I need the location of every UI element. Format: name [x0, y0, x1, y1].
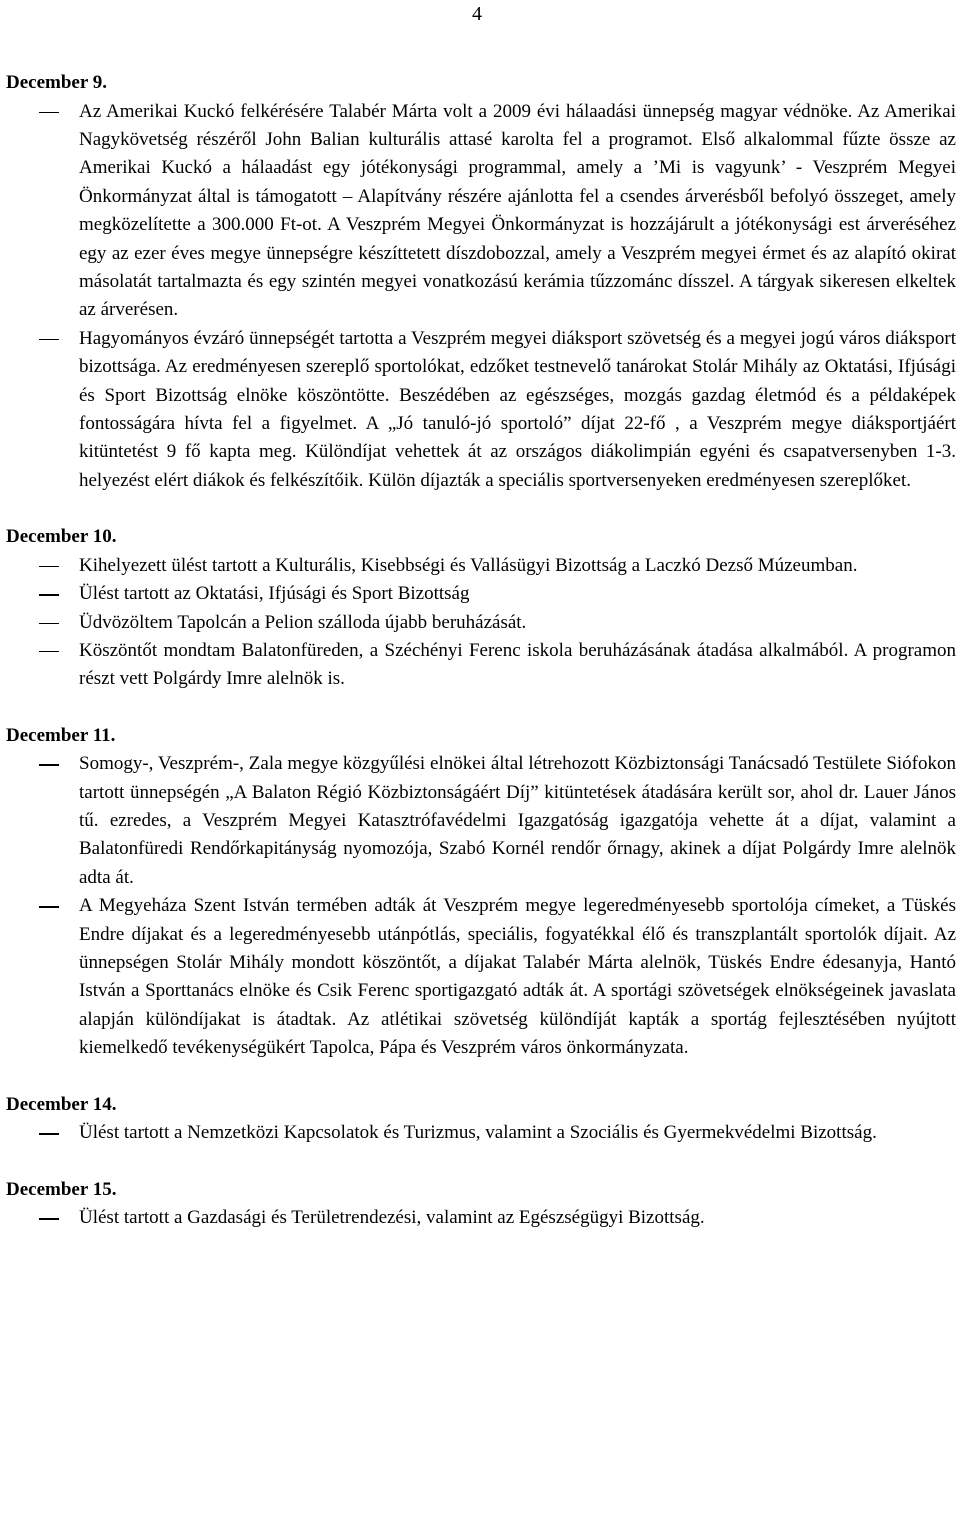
- date-heading: December 14.: [6, 1093, 117, 1115]
- event-item: [6, 609, 956, 637]
- dash-bullet-icon: [39, 764, 59, 766]
- event-text: Kihelyezett ülést tartott a Kulturális, Kisebbségi és Vallásügyi Bizottság a Laczkó Dezső Múzeumban.: [79, 554, 858, 576]
- dash-bullet-icon: [39, 594, 59, 596]
- dash-bullet-icon: [39, 623, 59, 625]
- event-text: Somogy-, Veszprém-, Zala megye közgyűlési elnökei által létrehozott Közbiztonsági Tanácsadó Testülete Siófokon tartott ünnepségén „A Balaton Régió Közbiztonságáért Díj” kitüntetések átadására került sor, ahol dr. Lauer János tű. ezredes, a Veszprém Megyei Katasztrófavédelmi Igazgatóság igazgatója vehette át a díjat, valamint a Balatonfüredi Rendőrkapitányság nyomozója, Szabó Kornél rendőr őrnagy, akinek a díjat Polgárdy Imre alelnök adta át.: [79, 753, 956, 888]
- page-number: 4: [472, 3, 482, 25]
- date-section: [6, 1091, 956, 1148]
- dash-bullet-icon: [39, 906, 59, 908]
- section-gap: [6, 694, 956, 722]
- section-gap: [6, 1148, 956, 1176]
- event-item: [6, 1119, 956, 1147]
- section-gap: [6, 495, 956, 523]
- dash-bullet-icon: [39, 1133, 59, 1135]
- event-text: Az Amerikai Kuckó felkérésére Talabér Márta volt a 2009 évi hálaadási ünnepség magyar védnöke. Az Amerikai Nagykövetség részéről John Balian kulturális attasé karolta fel a programot. Első alkalommal fűzte össze az Amerikai Kuckó a hálaadást egy jótékonysági programmal, amely a ’Mi is vagyunk’ - Veszprém Megyei Önkormányzat által is támogatott – Alapítvány részére ajánlotta fel a csendes árverésből befolyó összeget, amely megközelítette a 300.000 Ft-ot. A Veszprém Megyei Önkormányzat is hozzájárult a jótékonysági est árveréséhez egy az ezer éves megye ünnepségre készíttetett díszdobozzal, amely a Veszprém megyei érmet és az alapító okirat másolatát tartalmazta és egy szintén megyei vonatkozású kerámia tűzzománc dísszel. A tárgyak sikeresen elkeltek az árverésen.: [79, 100, 956, 321]
- event-item: [6, 325, 956, 495]
- event-list: [6, 1119, 956, 1147]
- document-body: [6, 69, 956, 1233]
- date-section: [6, 523, 956, 694]
- event-item: [6, 552, 956, 580]
- date-section: [6, 722, 956, 1063]
- event-item: [6, 637, 956, 694]
- event-list: [6, 98, 956, 496]
- event-item: [6, 1204, 956, 1232]
- dash-bullet-icon: [39, 112, 59, 114]
- event-text: Hagyományos évzáró ünnepségét tartotta a Veszprém megyei diáksport szövetség és a megyei jogú város diáksport bizottsága. Az eredményesen szereplő sportolókat, edzőket testnevelő tanárokat Stolár Mihály az Oktatási, Ifjúsági és Sport Bizottság elnöke köszöntötte. Beszédében az egészséges, mozgás gazdag életmód és a példaképek fontosságára hívta fel a figyelmet. A „Jó tanuló-jó sportoló” díjat 22-fő , a Veszprém megye diáksportjáért kitüntetést 9 fő kapta meg. Különdíjat vehettek át az országos diákolimpián egyéni és csapatversenyben 1-3. helyezést elért diákok és felkészítőik. Külön díjazták a speciális sportversenyeken eredményesen szereplőket.: [79, 327, 956, 491]
- section-gap: [6, 1063, 956, 1091]
- event-list: [6, 750, 956, 1062]
- date-section: [6, 1176, 956, 1233]
- event-text: Ülést tartott a Gazdasági és Területrendezési, valamint az Egészségügyi Bizottság.: [79, 1207, 705, 1229]
- date-heading: December 11.: [6, 724, 116, 746]
- dash-bullet-icon: [39, 1218, 59, 1220]
- event-text: Köszöntőt mondtam Balatonfüreden, a Széchényi Ferenc iskola beruházásának átadása alkalmából. A programon részt vett Polgárdy Imre alelnök is.: [79, 639, 956, 690]
- event-list: [6, 1204, 956, 1232]
- event-item: [6, 580, 956, 608]
- date-heading: December 10.: [6, 526, 117, 548]
- event-item: [6, 750, 956, 892]
- event-item: [6, 98, 956, 325]
- event-list: [6, 552, 956, 694]
- date-heading: December 15.: [6, 1178, 117, 1200]
- event-text: Üdvözöltem Tapolcán a Pelion szálloda újabb beruházását.: [79, 611, 527, 633]
- date-heading: December 9.: [6, 72, 107, 93]
- dash-bullet-icon: [39, 566, 59, 568]
- event-text: A Megyeháza Szent István termében adták át Veszprém megye legeredményesebb sportolója címeket, a Tüskés Endre díjakat és a legeredményesebb utánpótlás, speciális, fogyatékkal élő és transzplantált sportolók díjait. Az ünnepségen Stolár Mihály mondott köszöntőt, a díjakat Talabér Márta alelnök, Tüskés Endre édesanyja, Hantó István a Sporttanács elnöke és Csik Ferenc sportigazgató adták át. A sportági szövetségek elnökségeinek javaslata alapján különdíjakat is átadtak. Az atlétikai szövetség különdíját kapták a sportág fejlesztésében nyújtott kiemelkedő tevékenységükért Tapolca, Pápa és Veszprém város önkormányzata.: [79, 895, 956, 1059]
- date-section: [6, 69, 956, 495]
- event-item: [6, 892, 956, 1062]
- event-text: Ülést tartott a Nemzetközi Kapcsolatok és Turizmus, valamint a Szociális és Gyermekvédelmi Bizottság.: [79, 1122, 877, 1144]
- event-text: Ülést tartott az Oktatási, Ifjúsági és Sport Bizottság: [79, 583, 470, 605]
- dash-bullet-icon: [39, 339, 59, 341]
- dash-bullet-icon: [39, 651, 59, 653]
